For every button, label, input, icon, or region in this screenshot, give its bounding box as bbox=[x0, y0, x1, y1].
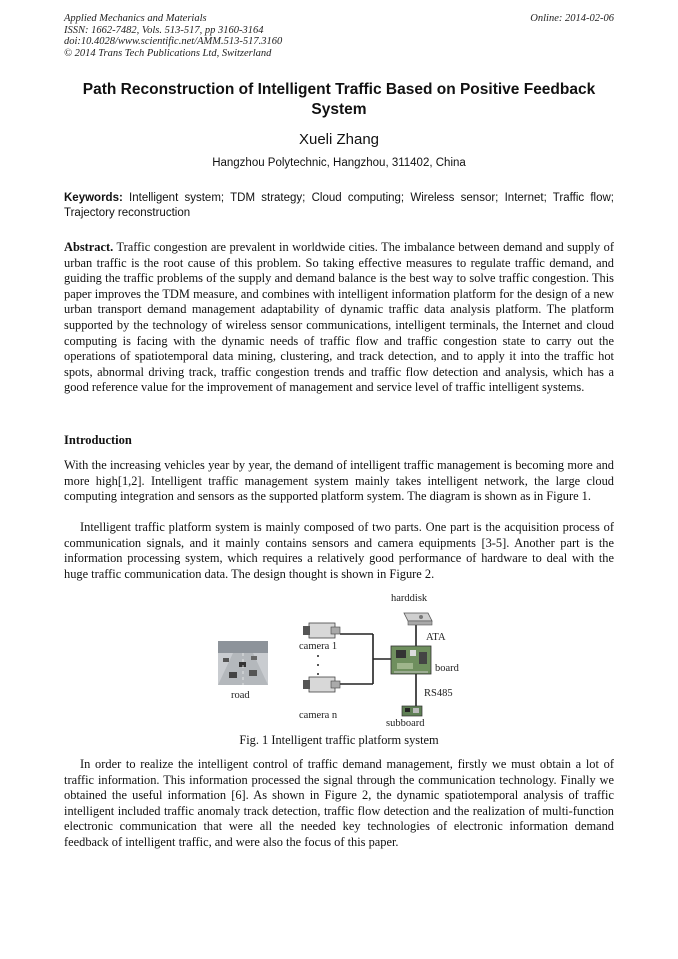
intro-paragraph-2: Intelligent traffic platform system is mainly composed of two parts. One part is the acquisition process of communication signals, and it mainly contains sensors and camera equipments [3-5]. Another part is the information processing system, which requires a relatively good performance of hardware to deal with the huge traffic communication data. The design thought is shown in Figure 2. bbox=[64, 520, 614, 581]
paper-title: Path Reconstruction of Intelligent Traffic Based on Positive Feedback System bbox=[82, 81, 596, 118]
label-ata: ATA bbox=[426, 632, 446, 643]
keywords-block bbox=[64, 191, 614, 220]
journal-name: Applied Mechanics and Materials bbox=[64, 13, 207, 24]
abstract-label: Abstract. bbox=[64, 240, 114, 254]
intro-paragraph-1: With the increasing vehicles year by year, the demand of intelligent traffic management is becoming more and more high[1,2]. Intelligent traffic management system mainly takes intelligent network, the large cloud computing integration and sensors as the supported platform system. The diagram is shown as in Figure 1. bbox=[64, 458, 614, 504]
label-road: road bbox=[231, 690, 250, 701]
label-rs485: RS485 bbox=[424, 688, 453, 699]
author-name: Xueli Zhang bbox=[298, 131, 380, 148]
abstract-paragraph bbox=[64, 240, 614, 396]
abstract-text: Traffic congestion are prevalent in worldwide cities. The imbalance between demand and supply of urban traffic is the root cause of this problem. So taking effective measures to regulate traffic demand, and guiding the traffic problems of the supply and demand balance is the best way to solve traffic congestion. This paper improves the TDM measure, and combines with intelligent information platform for the design of a new urban transport demand management adaptability of dynamic traffic data analysis platform. The platform supported by the technology of wireless sensor communications, intelligent terminals, the Internet and cloud computing is facing with the dynamic needs of traffic flow and traffic congestion state to carry out the operations of spatiotemporal data mining, clustering, and track detection, and to apply it into the traffic hot spots, abnormal driving track, traffic congestion trends and traffic flow detection and analysis, which has a good reference value for the improvement of management and service level of traffic intelligent systems. bbox=[64, 240, 614, 395]
label-board: board bbox=[435, 663, 459, 674]
figure-1-caption: Fig. 1 Intelligent traffic platform system bbox=[239, 733, 439, 747]
label-subboard: subboard bbox=[386, 718, 425, 729]
online-date: Online: 2014-02-06 bbox=[530, 13, 614, 24]
author-affiliation: Hangzhou Polytechnic, Hangzhou, 311402, China bbox=[212, 157, 466, 169]
issn-line: ISSN: 1662-7482, Vols. 513-517, pp 3160-3164 bbox=[64, 24, 264, 36]
figure-1-diagram bbox=[213, 586, 483, 734]
copyright-line: © 2014 Trans Tech Publications Ltd, Switzerland bbox=[64, 47, 272, 59]
camera-1-icon bbox=[303, 623, 340, 638]
subboard-icon bbox=[402, 706, 422, 716]
harddisk-icon bbox=[404, 613, 432, 625]
journal-header bbox=[64, 13, 282, 59]
doi-line: doi:10.4028/www.scientific.net/AMM.513-517.3160 bbox=[64, 36, 283, 47]
label-camera-1: camera 1 bbox=[299, 641, 338, 652]
section-heading-introduction: Introduction bbox=[64, 433, 132, 447]
board-icon bbox=[391, 646, 431, 674]
keywords-label: Keywords: bbox=[64, 192, 123, 204]
road-image bbox=[218, 641, 268, 685]
label-camera-n: camera n bbox=[299, 710, 338, 721]
intro-paragraph-3: In order to realize the intelligent control of traffic demand management, firstly we must obtain a lot of traffic information. This information processed the signal through the communication technology. Finally we obtained the useful information [6]. As shown in Figure 2, the dynamic spatiotemporal analysis of traffic intelligent included traffic anomaly track detection, traffic flow detection and the realization of multi-function electronic communication that were all the needed key technologies of electronic information demand feedback of intelligent traffic, and were also the focus of this paper. bbox=[64, 757, 614, 849]
camera-n-icon bbox=[303, 677, 340, 692]
label-harddisk: harddisk bbox=[391, 593, 428, 604]
keywords-text: Intelligent system; TDM strategy; Cloud computing; Wireless sensor; Internet; Traffic flow; Trajectory reconstruction bbox=[64, 192, 614, 219]
